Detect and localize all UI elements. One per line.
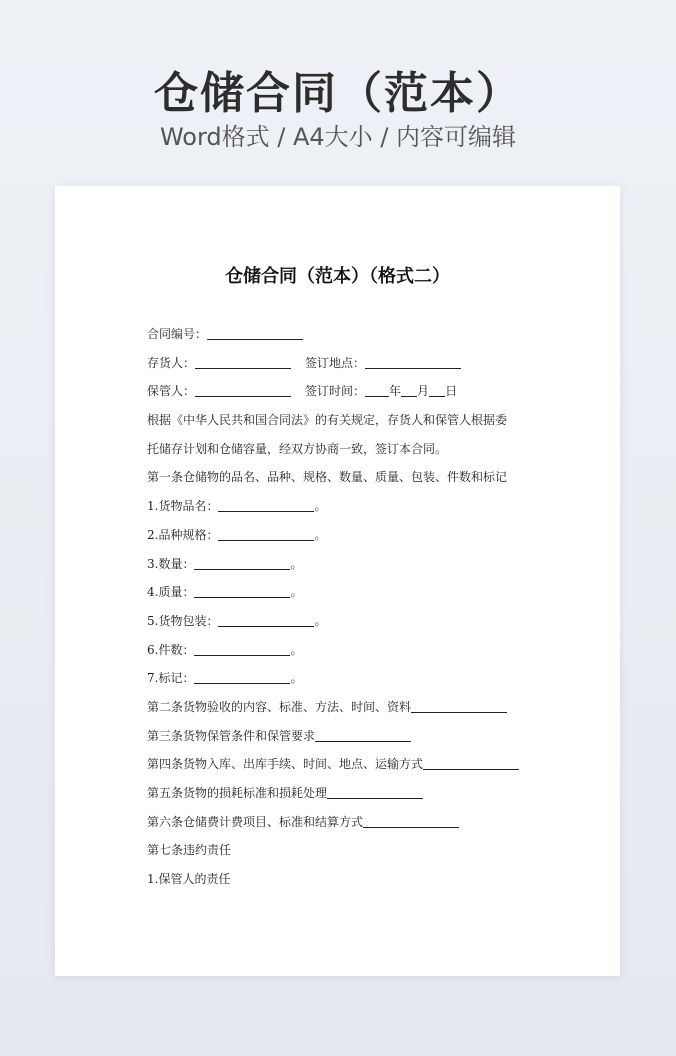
article-2 — [147, 693, 547, 722]
item-pieces — [147, 636, 547, 665]
article-5-text: 第五条货物的损耗标准和损耗处理 — [147, 786, 328, 800]
item-goods-name — [147, 492, 547, 521]
item-label: 4.质量： — [147, 585, 195, 600]
article-3-blank — [315, 727, 411, 742]
depositor-blank — [195, 354, 291, 369]
item-spec — [147, 521, 547, 550]
item-packaging — [147, 607, 547, 636]
day-label: 日 — [445, 384, 458, 399]
article-7: 第七条违约责任 — [147, 843, 232, 858]
banner-subtitle: Word格式 / A4大小 / 内容可编辑 — [159, 123, 517, 151]
sign-place-blank — [365, 354, 461, 369]
period: 。 — [314, 499, 327, 514]
sign-time-label: 签订时间： — [305, 384, 366, 399]
item-label: 5.货物包装： — [147, 613, 219, 628]
depositor-line — [147, 349, 547, 378]
item-blank — [194, 669, 290, 684]
sign-place-label: 签订地点： — [305, 355, 366, 370]
month-label: 月 — [417, 384, 430, 399]
article-4 — [147, 750, 547, 779]
item-quality — [147, 578, 547, 607]
item-blank — [218, 526, 314, 541]
contract-number-line — [147, 320, 547, 349]
article-7-item-1: 1.保管人的责任 — [147, 872, 231, 887]
day-blank — [429, 382, 445, 397]
contract-number-blank — [207, 325, 303, 340]
item-blank — [194, 583, 290, 598]
intro-line-2: 托储存计划和仓储容量，经双方协商一致，签订本合同。 — [147, 441, 448, 456]
year-blank — [365, 382, 389, 397]
period: 。 — [290, 642, 303, 657]
item-marks — [147, 664, 547, 693]
custodian-blank — [195, 382, 291, 397]
item-blank — [194, 555, 290, 570]
contract-number-label: 合同编号： — [147, 327, 208, 341]
article-3-text: 第三条货物保管条件和保管要求 — [147, 728, 316, 743]
item-blank — [194, 641, 290, 656]
month-blank — [401, 382, 417, 397]
article-5 — [147, 779, 547, 808]
period: 。 — [314, 527, 327, 542]
period: 。 — [290, 556, 303, 571]
article-3 — [147, 722, 547, 751]
article-2-text: 第二条货物验收的内容、标准、方法、时间、资料 — [147, 699, 412, 714]
item-label: 1.货物品名： — [147, 499, 219, 514]
document-title: 仓储合同（范本）（格式二） — [225, 266, 450, 287]
year-label: 年 — [389, 384, 402, 399]
banner-title: 仓储合同（范本） — [154, 68, 522, 119]
article-6-text: 第六条仓储费计费项目、标准和结算方式 — [147, 814, 364, 829]
article-4-text: 第四条货物入库、出库手续、时间、地点、运输方式 — [147, 757, 424, 772]
document-page — [55, 186, 620, 976]
item-label: 6.件数： — [147, 642, 195, 657]
item-label: 2.品种规格： — [147, 527, 219, 542]
custodian-label: 保管人： — [147, 384, 196, 399]
article-6-blank — [363, 813, 459, 828]
item-label: 3.数量： — [147, 556, 195, 571]
article-1: 第一条仓储物的品名、品种、规格、数量、质量、包装、件数和标记 — [147, 470, 508, 485]
article-6 — [147, 808, 547, 837]
article-5-blank — [327, 784, 423, 799]
item-blank — [218, 497, 314, 512]
period: 。 — [314, 613, 327, 628]
document-body — [147, 320, 547, 894]
period: 。 — [290, 671, 303, 686]
depositor-label: 存货人： — [147, 355, 196, 370]
item-label: 7.标记： — [147, 671, 195, 686]
article-4-blank — [423, 755, 519, 770]
custodian-line — [147, 377, 547, 406]
item-blank — [218, 612, 314, 627]
intro-line-1: 根据《中华人民共和国合同法》的有关规定，存货人和保管人根据委 — [147, 413, 508, 428]
article-2-blank — [411, 698, 507, 713]
item-quantity — [147, 550, 547, 579]
period: 。 — [290, 585, 303, 600]
